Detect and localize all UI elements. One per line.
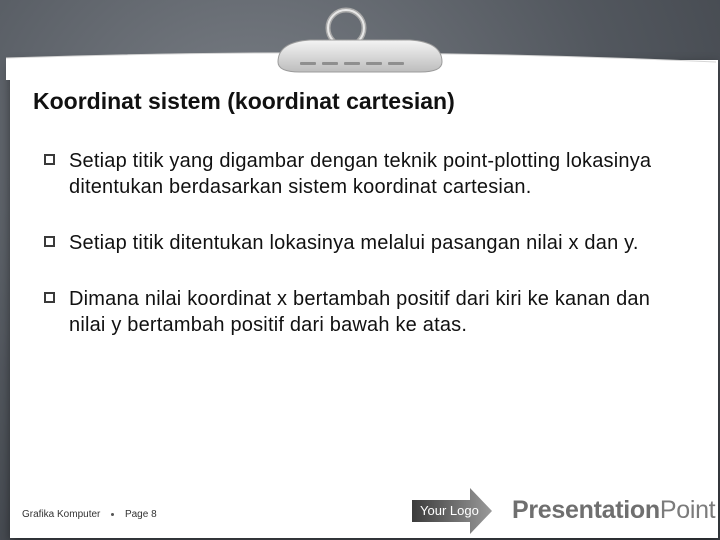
bullet-item <box>42 148 682 200</box>
bullet-item <box>42 230 682 256</box>
brand-part1: Presentation <box>512 496 660 524</box>
footer-course: Grafika Komputer <box>22 509 101 520</box>
footer-page: Page 8 <box>124 509 157 520</box>
separator-dot-icon <box>111 513 114 516</box>
paper-clip-icon <box>270 4 450 74</box>
slide-title: Koordinat sistem (koordinat cartesian) <box>33 88 455 114</box>
bullet-text: Setiap titik yang digambar dengan teknik point-plotting lokasinya ditentukan berdasarkan sistem koordinat cartesian. <box>69 150 652 198</box>
hollow-square-icon <box>44 292 55 303</box>
bullet-text: Dimana nilai koordinat x bertambah positif dari kiri ke kanan dan nilai y bertambah positif dari bawah ke atas. <box>69 288 651 336</box>
logo-placeholder: Your Logo <box>420 503 479 518</box>
hollow-square-icon <box>44 154 55 165</box>
hollow-square-icon <box>44 236 55 247</box>
bullet-item <box>42 286 682 338</box>
brand-logo <box>512 496 715 525</box>
brand-part2: Point <box>659 496 716 524</box>
bullet-text: Setiap titik ditentukan lokasinya melalui pasangan nilai x dan y. <box>69 232 639 254</box>
footer-info <box>22 509 157 520</box>
bullet-list <box>42 148 682 368</box>
